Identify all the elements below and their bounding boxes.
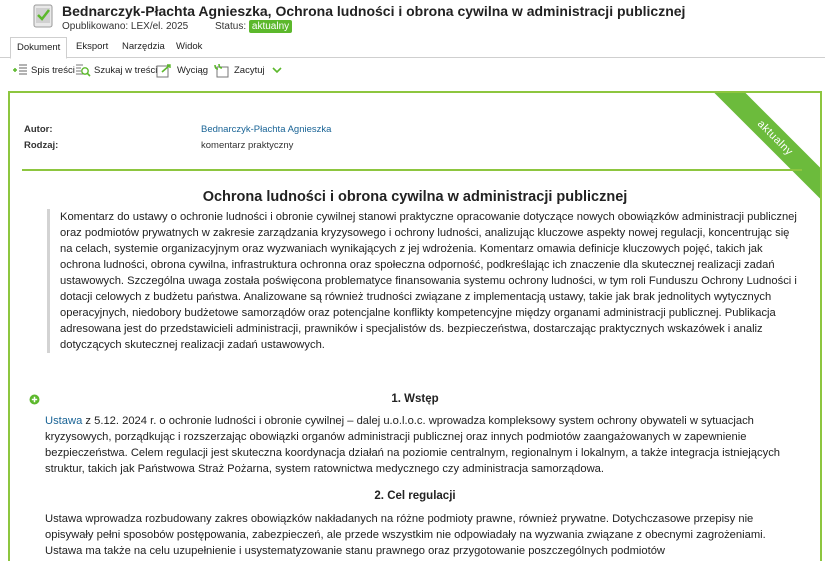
document-icon [33,4,53,28]
abstract: Komentarz do ustawy o ochronie ludności i obronie cywilnej stanowi praktyczne opracowanie dotyczące nowych obowiązków administracji publicznej oraz podmiotów prywatnych w zakresie zarządzania kryzysowego i ochrony ludności, analizując kluczowe aspekty nowej regulacji, koncentrując się na celach, systemie organizacyjnym oraz wyzwaniach wynikających z jej wdrożenia. Komentarz omawia definicje kluczowych pojęć, takich jak ochrona ludności, obrona cywilna, infrastruktura ochronna oraz społeczna odporność, podkreślając ich znaczenie dla skutecznej realizacji zadań ustawowych. Szczególna uwaga została poświęcona problematyce finansowania systemu ochrony ludności, w tym roli Funduszu Ochrony Ludności i dotacji celowych z budżetu państwa. Analizowane są również trudności związane z implementacją ustawy, takie jak brak jednolitych wytycznych operacyjnych, niedobory budżetowe samorządów oraz potencjalne konflikty kompetencyjne między organami administracji publicznej. Publikacja adresowana jest do przedstawicieli administracji, prawników i specjalistów ds. bezpieczeństwa, dostarczając praktycznych wskazówek i analiz dotyczących skutecznej realizacji zadań ustawowych. [47,209,802,353]
section-1-paragraph [45,413,793,477]
section-1-title: 1. Wstęp [391,393,439,405]
quote-icon [213,63,231,78]
search-label: Szukaj w treści [94,64,158,76]
list-icon [12,63,28,77]
tab-eksport[interactable]: Eksport [76,41,109,52]
tab-narzedzia[interactable]: Narzędzia [122,41,165,52]
status-ribbon: aktualny [707,91,822,206]
divider [22,169,802,171]
section-2-paragraph: Ustawa wprowadza rozbudowany zakres obowiązków nakładanych na różne podmioty prawne, również prywatne. Dotychczasowe przepisy nie opisywały pełni sposobów postępowania, zabezpieczeń, ale przede wszystkim nie odpowiadały na wyzwania związane z obecnymi zagrożeniami. Ustawa ma także na celu uzupełnienie i usystematyzowanie stanu prawnego oraz przygotowanie poszczególnych podmiotów [45,513,766,557]
section-1-text: z 5.12. 2024 r. o ochronie ludności i obronie cywilnej – dalej u.o.l.o.c. wprowadza kompleksowy system ochrony obywateli w sytuacjach kryzysowych, porządkując i rozszerzając obowiązki organów administracji publicznej oraz innych podmiotów zaangażowanych w zapewnienie bezpieczeństwa. Celem regulacji jest skuteczna koordynacja działań na poziomie centralnym, regionalnym i lokalnym, a także integracja istniejących struktur, takich jak Państwowa Straż Pożarna, system ratownictwa medycznego czy administracja samorządowa. [45,415,781,475]
document-content [8,91,822,561]
author-label: Autor: [24,124,53,135]
expand-plus-icon[interactable] [29,394,40,405]
document-header [0,0,825,38]
toolbar [0,58,825,82]
status-badge: aktualny [249,20,292,33]
published-label: Opublikowano: LEX/el. 2025 [62,21,189,32]
type-value: komentarz praktyczny [201,140,294,151]
search-icon [75,63,91,78]
extract-label: Wyciąg [177,64,209,76]
page-title: Bednarczyk-Płachta Agnieszka, Ochrona ludności i obrona cywilna w administracji publicznej [62,3,686,19]
type-label: Rodzaj: [24,140,59,151]
tab-bar [0,37,825,58]
cite-label: Zacytuj [234,64,265,76]
author-link[interactable]: Bednarczyk-Płachta Agnieszka [201,124,332,135]
search-in-text-button[interactable] [75,61,157,79]
toc-button[interactable] [12,61,75,79]
extract-button[interactable] [156,61,208,79]
chevron-down-icon[interactable] [271,65,283,75]
ustawa-link[interactable]: Ustawa [45,415,83,427]
cite-button[interactable] [213,61,286,79]
status-label: Status: [214,21,247,32]
document-meta [62,20,292,33]
extract-icon [156,63,174,78]
toc-label: Spis treści [31,64,75,76]
document-title: Ochrona ludności i obrona cywilna w administracji publicznej [202,189,628,205]
tab-widok[interactable]: Widok [176,41,203,52]
section-2-title: 2. Cel regulacji [374,490,456,502]
tab-dokument[interactable]: Dokument [10,37,67,59]
